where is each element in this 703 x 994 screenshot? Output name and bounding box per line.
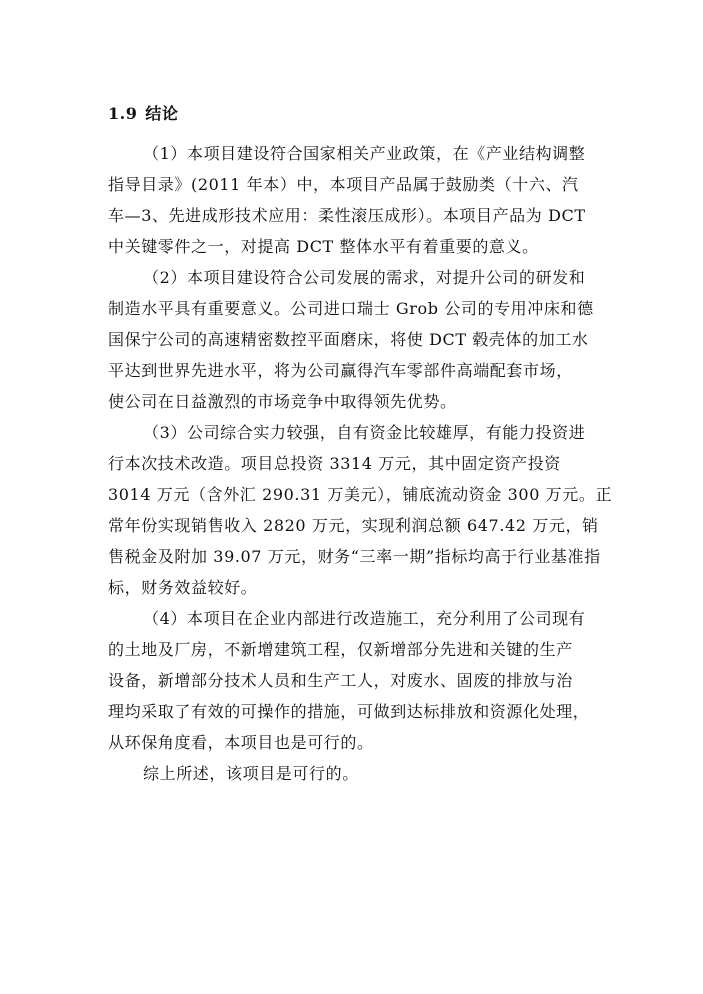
paragraph-1-line-1: （1）本项目建设符合国家相关产业政策，在《产业结构调整 <box>143 144 586 163</box>
paragraph-2-line-1: （2）本项目建设符合公司发展的需求，对提升公司的研发和 <box>143 268 586 287</box>
conclusion-line: 综上所述，该项目是可行的。 <box>143 764 359 783</box>
paragraph-2-line-5: 使公司在日益激烈的市场竞争中取得领先优势。 <box>108 392 457 411</box>
paragraph-1-line-2: 指导目录》(2011 年本）中，本项目产品属于鼓励类（十六、汽 <box>108 175 579 194</box>
paragraph-1-line-4: 中关键零件之一，对提高 DCT 整体水平有着重要的意义。 <box>108 237 539 256</box>
paragraph-4-line-1: （4）本项目在企业内部进行改造施工，充分利用了公司现有 <box>143 609 586 628</box>
paragraph-3-line-3: 3014 万元（含外汇 290.31 万美元），铺底流动资金 300 万元。正 <box>108 485 613 504</box>
paragraph-3-line-2: 行本次技术改造。项目总投资 3314 万元，其中固定资产投资 <box>108 454 561 473</box>
paragraph-2-line-4: 平达到世界先进水平，将为公司赢得汽车零部件高端配套市场， <box>108 361 573 380</box>
section-title: 结论 <box>145 104 179 123</box>
paragraph-4-line-4: 理均采取了有效的可操作的措施，可做到达标排放和资源化处理， <box>108 702 590 721</box>
section-body <box>108 138 614 789</box>
section-heading <box>108 101 178 124</box>
section-number: 1.9 <box>108 104 138 123</box>
paragraph-4-line-5: 从环保角度看，本项目也是可行的。 <box>108 733 374 752</box>
paragraph-4-line-2: 的土地及厂房，不新增建筑工程，仅新增部分先进和关键的生产 <box>108 640 573 659</box>
paragraph-2-line-2: 制造水平具有重要意义。公司进口瑞士 Grob 公司的专用冲床和德 <box>108 299 594 318</box>
paragraph-1-line-3: 车—3、先进成形技术应用：柔性滚压成形）。本项目产品为 DCT <box>108 206 586 225</box>
paragraph-3-line-6: 标，财务效益较好。 <box>108 578 258 597</box>
paragraph-2-line-3: 国保宁公司的高速精密数控平面磨床，将使 DCT 毂壳体的加工水 <box>108 330 589 349</box>
paragraph-3-line-4: 常年份实现销售收入 2820 万元，实现利润总额 647.42 万元，销 <box>108 516 599 535</box>
paragraph-4-line-3: 设备，新增部分技术人员和生产工人，对废水、固废的排放与治 <box>108 671 573 690</box>
paragraph-3-line-1: （3）公司综合实力较强，自有资金比较雄厚，有能力投资进 <box>143 423 586 442</box>
paragraph-3-line-5: 售税金及附加 39.07 万元，财务“三率一期”指标均高于行业基准指 <box>108 547 601 566</box>
